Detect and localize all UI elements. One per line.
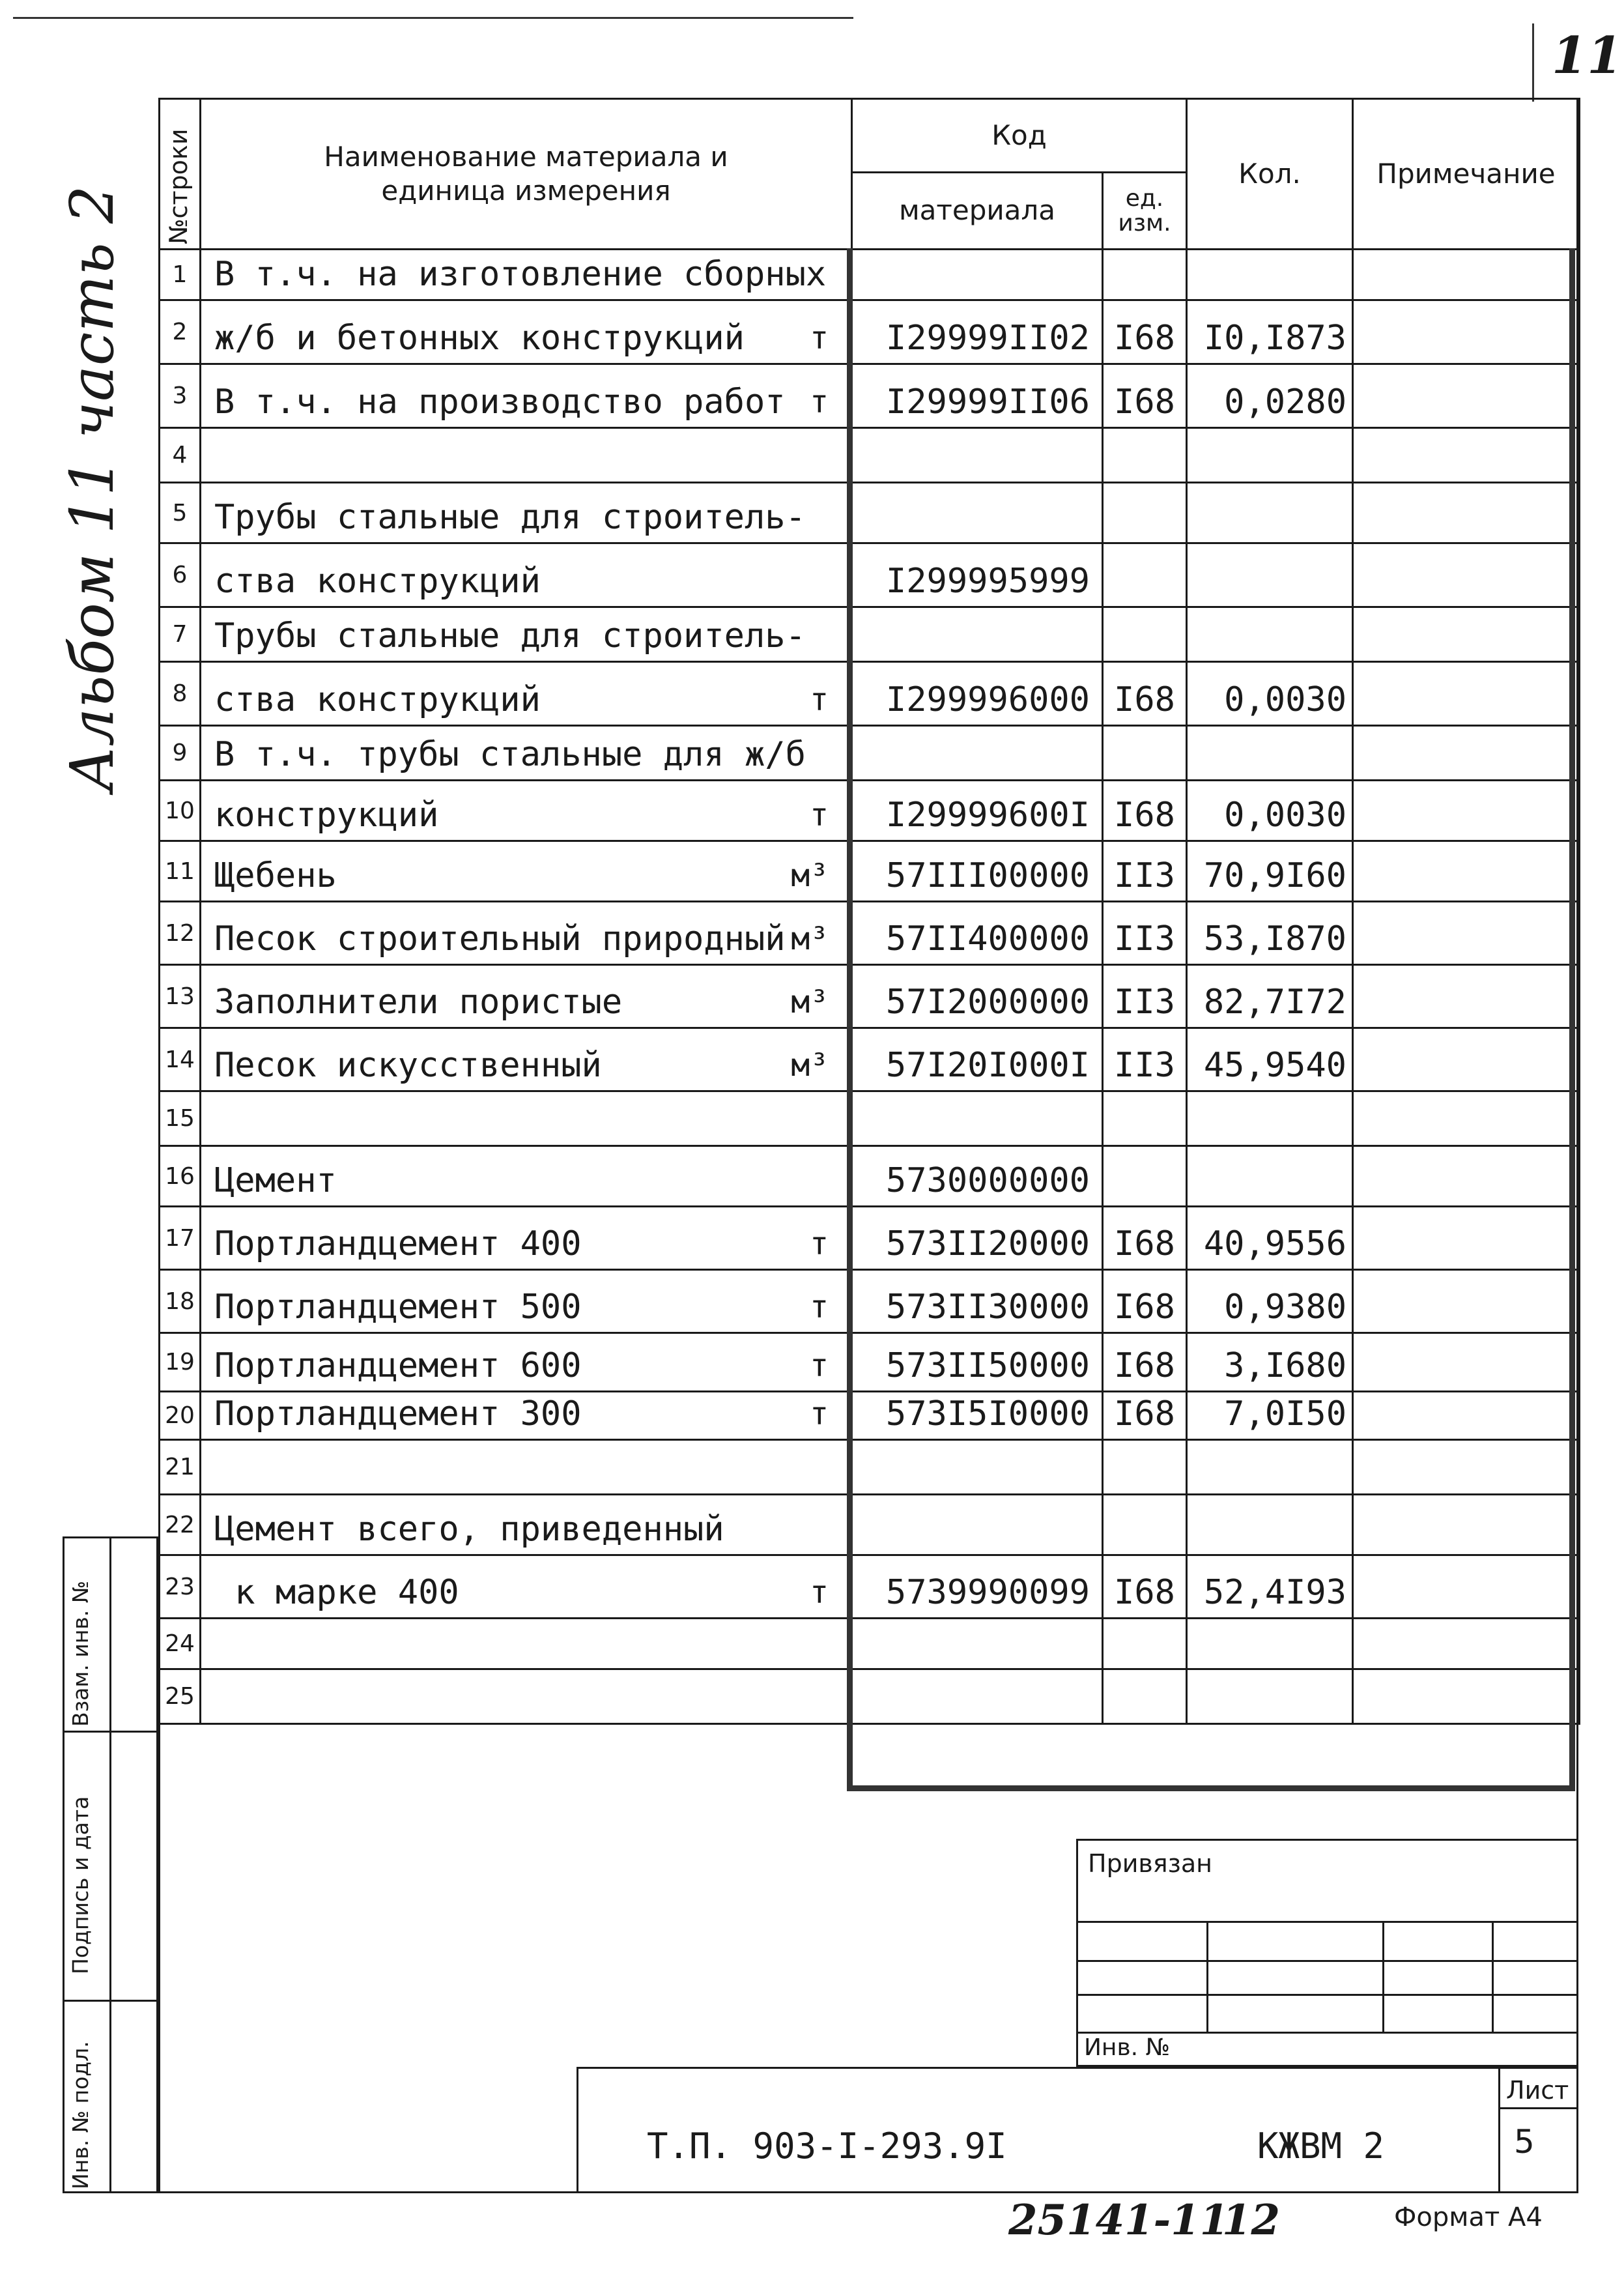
material-code [852,607,1103,662]
quantity: 40,9556 [1187,1207,1353,1270]
table-row [160,1440,1580,1495]
material-code: 573II30000 [852,1270,1103,1333]
unit-code [1103,1440,1187,1495]
row-number: 11 [160,841,201,902]
row-number-header-label: №строки [164,128,193,244]
material-code: I29999II02 [852,300,1103,364]
material-name-cell [201,1270,852,1333]
material-name-cell [201,1495,852,1555]
quantity [1187,1146,1353,1207]
sheet-label: Лист [1506,2076,1569,2105]
side-stamp-sep-1 [63,1731,158,1733]
row-number: 9 [160,726,201,781]
material-code: 5739990099 [852,1555,1103,1619]
quantity [1187,607,1353,662]
binding-vline-1 [1206,1921,1208,2032]
material-name-cell [201,1392,852,1440]
note [1353,902,1580,965]
material-code: 57I20I000I [852,1028,1103,1091]
table-row [160,1619,1580,1669]
top-right-mark-line [1532,23,1534,102]
row-number: 4 [160,428,201,483]
material-name: Цемент [214,1161,337,1200]
quantity [1187,483,1353,543]
note [1353,428,1580,483]
binding-vline-2 [1382,1921,1384,2032]
unit-code: I68 [1103,364,1187,428]
unit-code [1103,1146,1187,1207]
table-row [160,300,1580,364]
unit-code [1103,1669,1187,1724]
material-name: Портландцемент 300 [214,1394,582,1434]
quantity: 53,I870 [1187,902,1353,965]
row-number-header [160,99,201,250]
row-number: 18 [160,1270,201,1333]
material-name: конструкций [214,796,439,835]
material-name-cell [201,1440,852,1495]
code-header: Код [852,99,1187,173]
quantity [1187,1440,1353,1495]
material-name: Портландцемент 600 [214,1346,582,1385]
material-code [852,1495,1103,1555]
unit-code [1103,428,1187,483]
material-unit: т [810,1396,829,1432]
material-name-cell [201,1669,852,1724]
note [1353,543,1580,607]
table-row [160,1270,1580,1333]
material-code [852,250,1103,300]
row-number: 23 [160,1555,201,1619]
qty-header: Кол. [1187,99,1353,250]
note [1353,781,1580,841]
table-row [160,726,1580,781]
material-unit: т [810,682,829,718]
note [1353,1333,1580,1392]
note [1353,1555,1580,1619]
note [1353,250,1580,300]
unit-code [1103,726,1187,781]
table-row [160,1392,1580,1440]
material-code [852,1440,1103,1495]
table-row [160,1495,1580,1555]
row-number: 20 [160,1392,201,1440]
material-code: 5730000000 [852,1146,1103,1207]
material-name: Трубы стальные для строитель- [214,616,806,656]
privyazan-label: Привязан [1088,1849,1212,1878]
note [1353,364,1580,428]
quantity: 3,I680 [1187,1333,1353,1392]
material-name-cell [201,300,852,364]
unit-code [1103,543,1187,607]
material-name-cell [201,364,852,428]
name-header: Наименование материала и единица измерения [201,99,852,250]
material-unit: т [810,1574,829,1611]
quantity: 45,9540 [1187,1028,1353,1091]
title-block-divider [1498,2067,1500,2193]
material-name: ства конструкций [214,562,541,601]
material-name-cell [201,607,852,662]
unit-code [1103,1619,1187,1669]
material-name-cell [201,1146,852,1207]
material-code [852,1619,1103,1669]
quantity: 52,4I93 [1187,1555,1353,1619]
unit-code [1103,1495,1187,1555]
note [1353,841,1580,902]
material-name-cell [201,726,852,781]
material-name-cell [201,1207,852,1270]
quantity: 0,9380 [1187,1270,1353,1333]
note [1353,1028,1580,1091]
row-number: 8 [160,662,201,726]
material-code: 573II20000 [852,1207,1103,1270]
unit-code: I68 [1103,300,1187,364]
row-number: 10 [160,781,201,841]
material-unit: т [810,1226,829,1262]
note [1353,1669,1580,1724]
material-code [852,726,1103,781]
inv-no-label: Инв. № [1084,2034,1171,2061]
table-row [160,1028,1580,1091]
table-row [160,1091,1580,1146]
unit-code: I68 [1103,1392,1187,1440]
row-number: 13 [160,965,201,1028]
material-code: I299996000 [852,662,1103,726]
material-code: 57I2000000 [852,965,1103,1028]
note [1353,726,1580,781]
material-name-cell [201,781,852,841]
row-number: 17 [160,1207,201,1270]
binding-line-2 [1076,1960,1578,1962]
material-name: Трубы стальные для строитель- [214,498,806,537]
material-name-cell [201,250,852,300]
material-unit: м³ [791,984,829,1020]
side-stamp-sep-2 [63,2000,158,2002]
table-row [160,841,1580,902]
quantity [1187,250,1353,300]
material-unit: т [810,384,829,420]
row-number: 2 [160,300,201,364]
side-stamp-divider [109,1536,111,2193]
quantity: 0,0030 [1187,781,1353,841]
unit-code: I68 [1103,1270,1187,1333]
quantity: 70,9I60 [1187,841,1353,902]
unit-code: II3 [1103,841,1187,902]
table-row [160,781,1580,841]
material-name-cell [201,662,852,726]
materials-table [158,98,1580,250]
unit-code: I68 [1103,1333,1187,1392]
note [1353,965,1580,1028]
material-name-cell [201,902,852,965]
material-name-cell [201,1555,852,1619]
copy-number: 12 [1222,2196,1281,2245]
note [1353,483,1580,543]
material-name-cell [201,965,852,1028]
material-code: 573I5I0000 [852,1392,1103,1440]
binding-line-3 [1076,1994,1578,1996]
material-code: I299995999 [852,543,1103,607]
row-number: 14 [160,1028,201,1091]
note [1353,300,1580,364]
quantity [1187,1091,1353,1146]
quantity [1187,1669,1353,1724]
note [1353,1270,1580,1333]
material-code [852,483,1103,543]
unit-code [1103,607,1187,662]
row-number: 15 [160,1091,201,1146]
quantity [1187,1619,1353,1669]
table-row [160,1555,1580,1619]
material-code [852,1669,1103,1724]
table-row [160,428,1580,483]
material-name: Заполнители пористые [214,983,623,1022]
doc-code: Т.П. 903-I-293.9I [647,2125,1007,2167]
material-unit: м³ [791,1047,829,1084]
note-header: Примечание [1353,99,1580,250]
table-row [160,543,1580,607]
note [1353,607,1580,662]
row-number: 5 [160,483,201,543]
inv-podl-label: Инв. № подл. [68,2041,93,2189]
table-row [160,1146,1580,1207]
material-code: 573II50000 [852,1333,1103,1392]
material-name: В т.ч. на производство работ [214,382,786,422]
table-row [160,607,1580,662]
podpis-data-label: Подпись и дата [68,1796,93,1974]
code-material-header: материала [852,173,1103,250]
row-number: 6 [160,543,201,607]
material-name-cell [201,428,852,483]
unit-code: I68 [1103,1207,1187,1270]
row-number: 19 [160,1333,201,1392]
table-row [160,1669,1580,1724]
materials-rows [158,248,1580,1725]
material-name: ж/б и бетонных конструкций [214,319,745,358]
row-number: 12 [160,902,201,965]
doc-mark: КЖВМ 2 [1257,2125,1385,2167]
note [1353,1207,1580,1270]
material-code: I29999600I [852,781,1103,841]
material-code: 57III00000 [852,841,1103,902]
material-name-cell [201,1091,852,1146]
album-label: Альбом 11 часть 2 [57,185,127,792]
material-name: к марке 400 [214,1573,459,1612]
note [1353,1392,1580,1440]
row-number: 25 [160,1669,201,1724]
row-number: 1 [160,250,201,300]
row-number: 3 [160,364,201,428]
material-name-cell [201,483,852,543]
binding-vline-3 [1492,1921,1494,2032]
quantity [1187,1495,1353,1555]
binding-line-1 [1076,1921,1578,1923]
sheet-label-line [1498,2107,1578,2109]
material-name: Песок строительный природный [214,919,786,958]
vzam-inv-label: Взам. инв. № [68,1580,93,1727]
quantity [1187,543,1353,607]
material-name: Портландцемент 400 [214,1224,582,1263]
table-row [160,483,1580,543]
quantity [1187,428,1353,483]
material-unit: т [810,320,829,356]
top-trim-line [13,17,853,19]
note [1353,1619,1580,1669]
row-number: 16 [160,1146,201,1207]
material-unit: т [810,1347,829,1384]
unit-code: II3 [1103,1028,1187,1091]
material-name-cell [201,1028,852,1091]
material-unit: м³ [791,857,829,894]
format-label: Формат А4 [1394,2202,1543,2232]
material-name: ства конструкций [214,680,541,719]
material-name-cell [201,841,852,902]
material-name: Портландцемент 500 [214,1288,582,1327]
note [1353,1146,1580,1207]
row-number: 7 [160,607,201,662]
unit-code: II3 [1103,965,1187,1028]
table-row [160,1333,1580,1392]
table-row [160,1207,1580,1270]
unit-code: I68 [1103,1555,1187,1619]
material-name-cell [201,543,852,607]
unit-code: II3 [1103,902,1187,965]
row-number: 24 [160,1619,201,1669]
quantity [1187,726,1353,781]
sheet-mark: 11 [1552,26,1623,85]
material-name: Песок искусственный [214,1046,602,1085]
note [1353,1091,1580,1146]
unit-code [1103,1091,1187,1146]
unit-code [1103,483,1187,543]
material-name-cell [201,1333,852,1392]
table-row [160,364,1580,428]
table-row [160,662,1580,726]
binding-line-4 [1076,2032,1578,2034]
unit-code [1103,250,1187,300]
table-row [160,250,1580,300]
code-unit-header: ед. изм. [1103,173,1187,250]
material-unit: м³ [791,921,829,957]
material-name-cell [201,1619,852,1669]
note [1353,1440,1580,1495]
quantity: 0,0030 [1187,662,1353,726]
material-name: Цемент всего, приведенный [214,1510,724,1549]
table-row [160,965,1580,1028]
sheet-number: 5 [1514,2123,1535,2161]
row-number: 22 [160,1495,201,1555]
material-code [852,1091,1103,1146]
table-row [160,902,1580,965]
note [1353,1495,1580,1555]
quantity: 82,7I72 [1187,965,1353,1028]
material-code: 57II400000 [852,902,1103,965]
material-unit: т [810,797,829,833]
unit-code: I68 [1103,662,1187,726]
material-code [852,428,1103,483]
quantity: I0,I873 [1187,300,1353,364]
material-code: I29999II06 [852,364,1103,428]
archive-number: 25141-11 [1008,2196,1229,2245]
material-name: В т.ч. на изготовление сборных [214,255,827,294]
quantity: 7,0I50 [1187,1392,1353,1440]
material-name: Щебень [214,856,337,895]
note [1353,662,1580,726]
quantity: 0,0280 [1187,364,1353,428]
row-number: 21 [160,1440,201,1495]
unit-code: I68 [1103,781,1187,841]
material-unit: т [810,1289,829,1325]
material-name: В т.ч. трубы стальные для ж/б [214,735,806,774]
